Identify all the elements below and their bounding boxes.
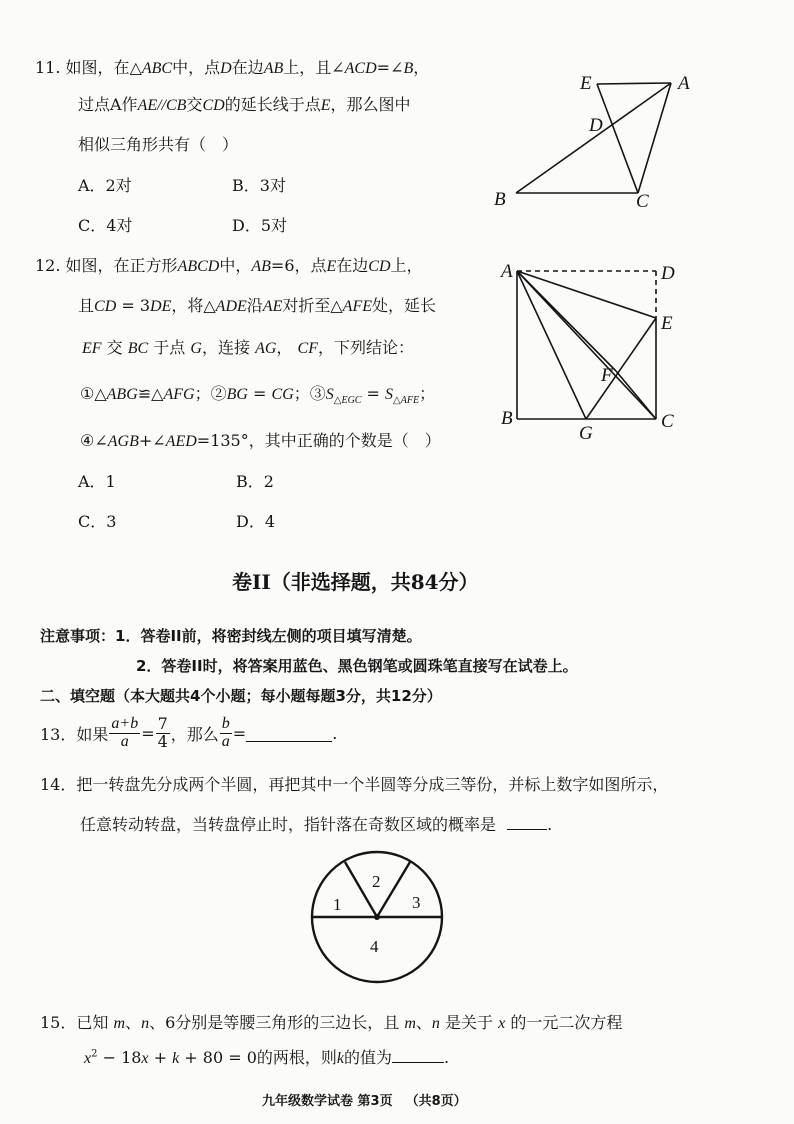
q15-number: 15． <box>40 1013 77 1032</box>
q13-line: 13． 如果 $\frac{a+b}{a}$ = $\frac{7}{4}$ ，那么 $\frac{b}{a}$ = . <box>40 714 338 751</box>
q14-number: 14． <box>40 775 77 794</box>
q11-label-b: B <box>494 189 506 210</box>
q12-line2: 且CD = 3DE，将△ADE沿AE对折至△AFE处，延长 <box>78 296 437 315</box>
q13-fraction-3: $\frac{b}{a}$ <box>221 715 230 750</box>
q11-label-e: E <box>580 73 592 94</box>
q11-option-a: A．2对 <box>78 176 132 195</box>
q12-option-a: A．1 <box>78 472 116 491</box>
q13-number: 13． <box>40 724 77 744</box>
q12-label-c: C <box>661 411 674 432</box>
q13-fraction-2: $\frac{7}{4}$ <box>157 714 168 751</box>
spinner-center-dot <box>374 914 380 920</box>
q12-label-a: A <box>501 261 513 282</box>
q12-number: 12. <box>35 256 61 275</box>
q11-number: 11. <box>35 58 61 77</box>
q11-label-c: C <box>636 191 649 212</box>
q12-label-d: D <box>661 263 675 284</box>
q12-line5: ④∠AGB+∠AED=135°，其中正确的个数是（ ） <box>80 431 441 450</box>
spinner-label-2: 2 <box>372 872 381 891</box>
q11-option-b: B．3对 <box>232 176 286 195</box>
q12-option-c: C．3 <box>78 512 117 531</box>
notice-line2: 2．答卷II时，将答案用蓝色、黑色钢笔或圆珠笔直接写在试卷上。 <box>136 657 578 675</box>
q14-line2: 任意转动转盘，当转盘停止时，指针落在奇数区域的概率是 . <box>80 815 553 834</box>
q12-line4: ①△ABG≌△AFG；②BG = CG；$③S_{\triangle EGC} = S_{\triangle AFE}$； <box>80 384 436 407</box>
spinner-label-1: 1 <box>333 895 342 914</box>
q12-line1: 12. 如图，在正方形ABCD中，AB=6，点E在边CD上， <box>35 256 423 275</box>
q11-label-d: D <box>589 115 603 136</box>
q15-answer-blank[interactable] <box>392 1048 444 1063</box>
q14-line1: 14．把一转盘先分成两个半圆，再把其中一个半圆等分成三等份，并标上数字如图所示， <box>40 775 669 794</box>
q11-option-c: C．4对 <box>78 216 133 235</box>
q12-option-d: D．4 <box>236 512 276 531</box>
q12-label-f: F <box>601 365 613 386</box>
q12-label-b: B <box>501 408 513 429</box>
q12-line3: EF 交 BC 于点 G，连接 AG， CF，下列结论： <box>82 338 414 357</box>
q15-line1: 15．已知 m、n、6分别是等腰三角形的三边长，且 m、n 是关于 x 的一元二次方程 <box>40 1013 623 1032</box>
q11-label-a: A <box>678 73 690 94</box>
q12-option-b: B．2 <box>236 472 274 491</box>
notice-line1: 注意事项：1．答卷II前，将密封线左侧的项目填写清楚。 <box>40 627 422 645</box>
fill-in-heading: 二、填空题（本大题共4个小题；每小题每题3分，共12分） <box>40 687 442 705</box>
q15-line2: $x^2 - 18x + k + 80 = 0$的两根，则k的值为 . <box>84 1048 450 1067</box>
q11-line1: 11. 如图，在△ABC中，点D在边AB上，且∠ACD=∠B， <box>35 58 430 77</box>
q13-fraction-1: $\frac{a+b}{a}$ <box>111 715 139 750</box>
page-footer: 九年级数学试卷 第3页 （共8页） <box>262 1094 467 1109</box>
spinner-label-4: 4 <box>370 937 379 956</box>
q11-option-d: D．5对 <box>232 216 288 235</box>
q11-line3: 相似三角形共有（ ） <box>78 135 239 154</box>
spinner-label-3: 3 <box>412 893 421 912</box>
notice-label: 注意事项： <box>40 627 116 645</box>
q11-line2: 过点A作AE//CB交CD的延长线于点E，那么图中 <box>78 95 411 114</box>
q12-label-e: E <box>661 313 673 334</box>
section-title: 卷II（非选择题，共84分） <box>232 570 479 594</box>
q12-label-g: G <box>579 423 593 444</box>
spinner-divider-right <box>377 862 410 917</box>
